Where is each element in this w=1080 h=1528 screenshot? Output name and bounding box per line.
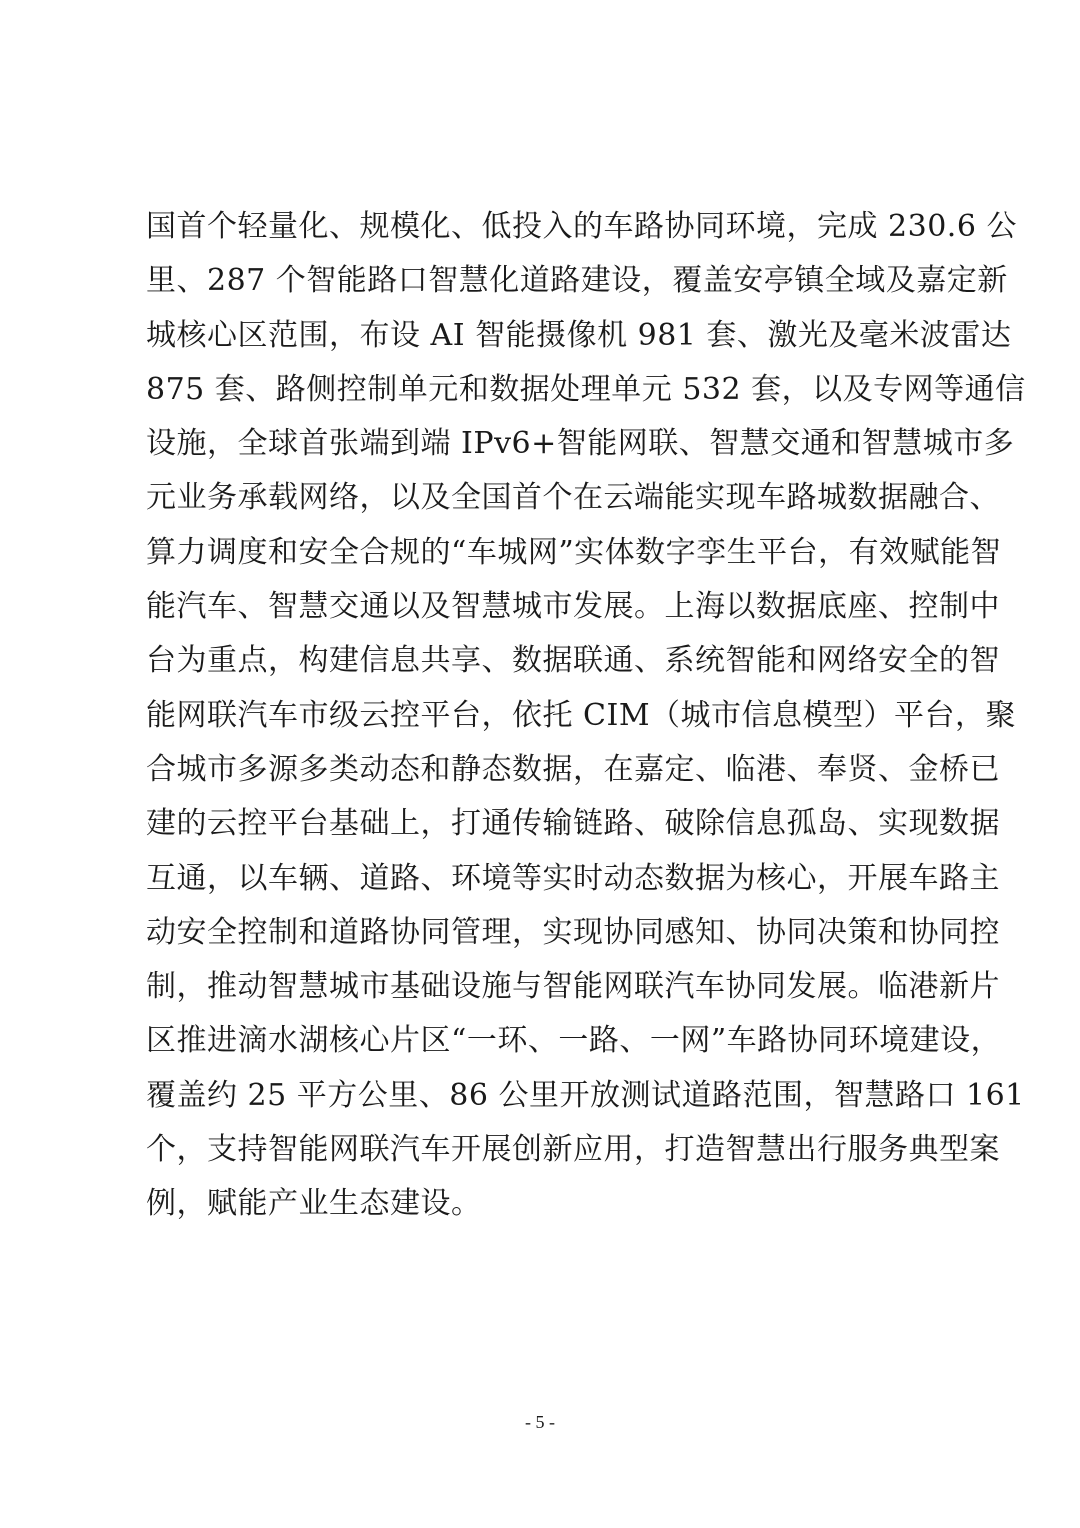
text-line: 能网联汽车市级云控平台，依托 CIM（城市信息模型）平台，聚 (146, 697, 1017, 733)
page-number: - 5 - (525, 1412, 555, 1432)
text-line: 个，支持智能网联汽车开展创新应用，打造智慧出行服务典型案 (146, 1132, 1000, 1168)
text-line: 台为重点，构建信息共享、数据联通、系统智能和网络安全的智 (146, 643, 1000, 679)
text-line: 元业务承载网络，以及全国首个在云端能实现车路城数据融合、 (146, 480, 1000, 516)
text-line: 动安全控制和道路协同管理，实现协同感知、协同决策和协同控 (146, 914, 1000, 950)
text-line: 875 套、路侧控制单元和数据处理单元 532 套，以及专网等通信 (146, 371, 1026, 407)
text-line: 城核心区范围，布设 AI 智能摄像机 981 套、激光及毫米波雷达 (146, 317, 1012, 353)
body-paragraph (146, 200, 1026, 1232)
text-line: 覆盖约 25 平方公里、86 公里开放测试道路范围，智慧路口 161 (146, 1077, 1025, 1113)
text-line: 建的云控平台基础上，打通传输链路、破除信息孤岛、实现数据 (146, 806, 1000, 842)
text-line: 制，推动智慧城市基础设施与智能网联汽车协同发展。临港新片 (146, 969, 1000, 1005)
text-line: 里、287 个智能路口智慧化道路建设，覆盖安亭镇全域及嘉定新 (146, 263, 1008, 299)
text-line: 例，赋能产业生态建设。 (146, 1186, 482, 1222)
text-line: 互通，以车辆、道路、环境等实时动态数据为核心，开展车路主 (146, 860, 1000, 896)
text-line: 区推进滴水湖核心片区“一环、一路、一网”车路协同环境建设， (146, 1023, 1002, 1059)
text-line: 设施，全球首张端到端 IPv6+智能网联、智慧交通和智慧城市多 (146, 426, 1015, 462)
text-line: 能汽车、智慧交通以及智慧城市发展。上海以数据底座、控制中 (146, 589, 1000, 625)
text-line: 国首个轻量化、规模化、低投入的车路协同环境，完成 230.6 公 (146, 209, 1017, 244)
text-line: 算力调度和安全合规的“车城网”实体数字孪生平台，有效赋能智 (146, 534, 1002, 570)
text-line: 合城市多源多类动态和静态数据，在嘉定、临港、奉贤、金桥已 (146, 751, 1000, 787)
